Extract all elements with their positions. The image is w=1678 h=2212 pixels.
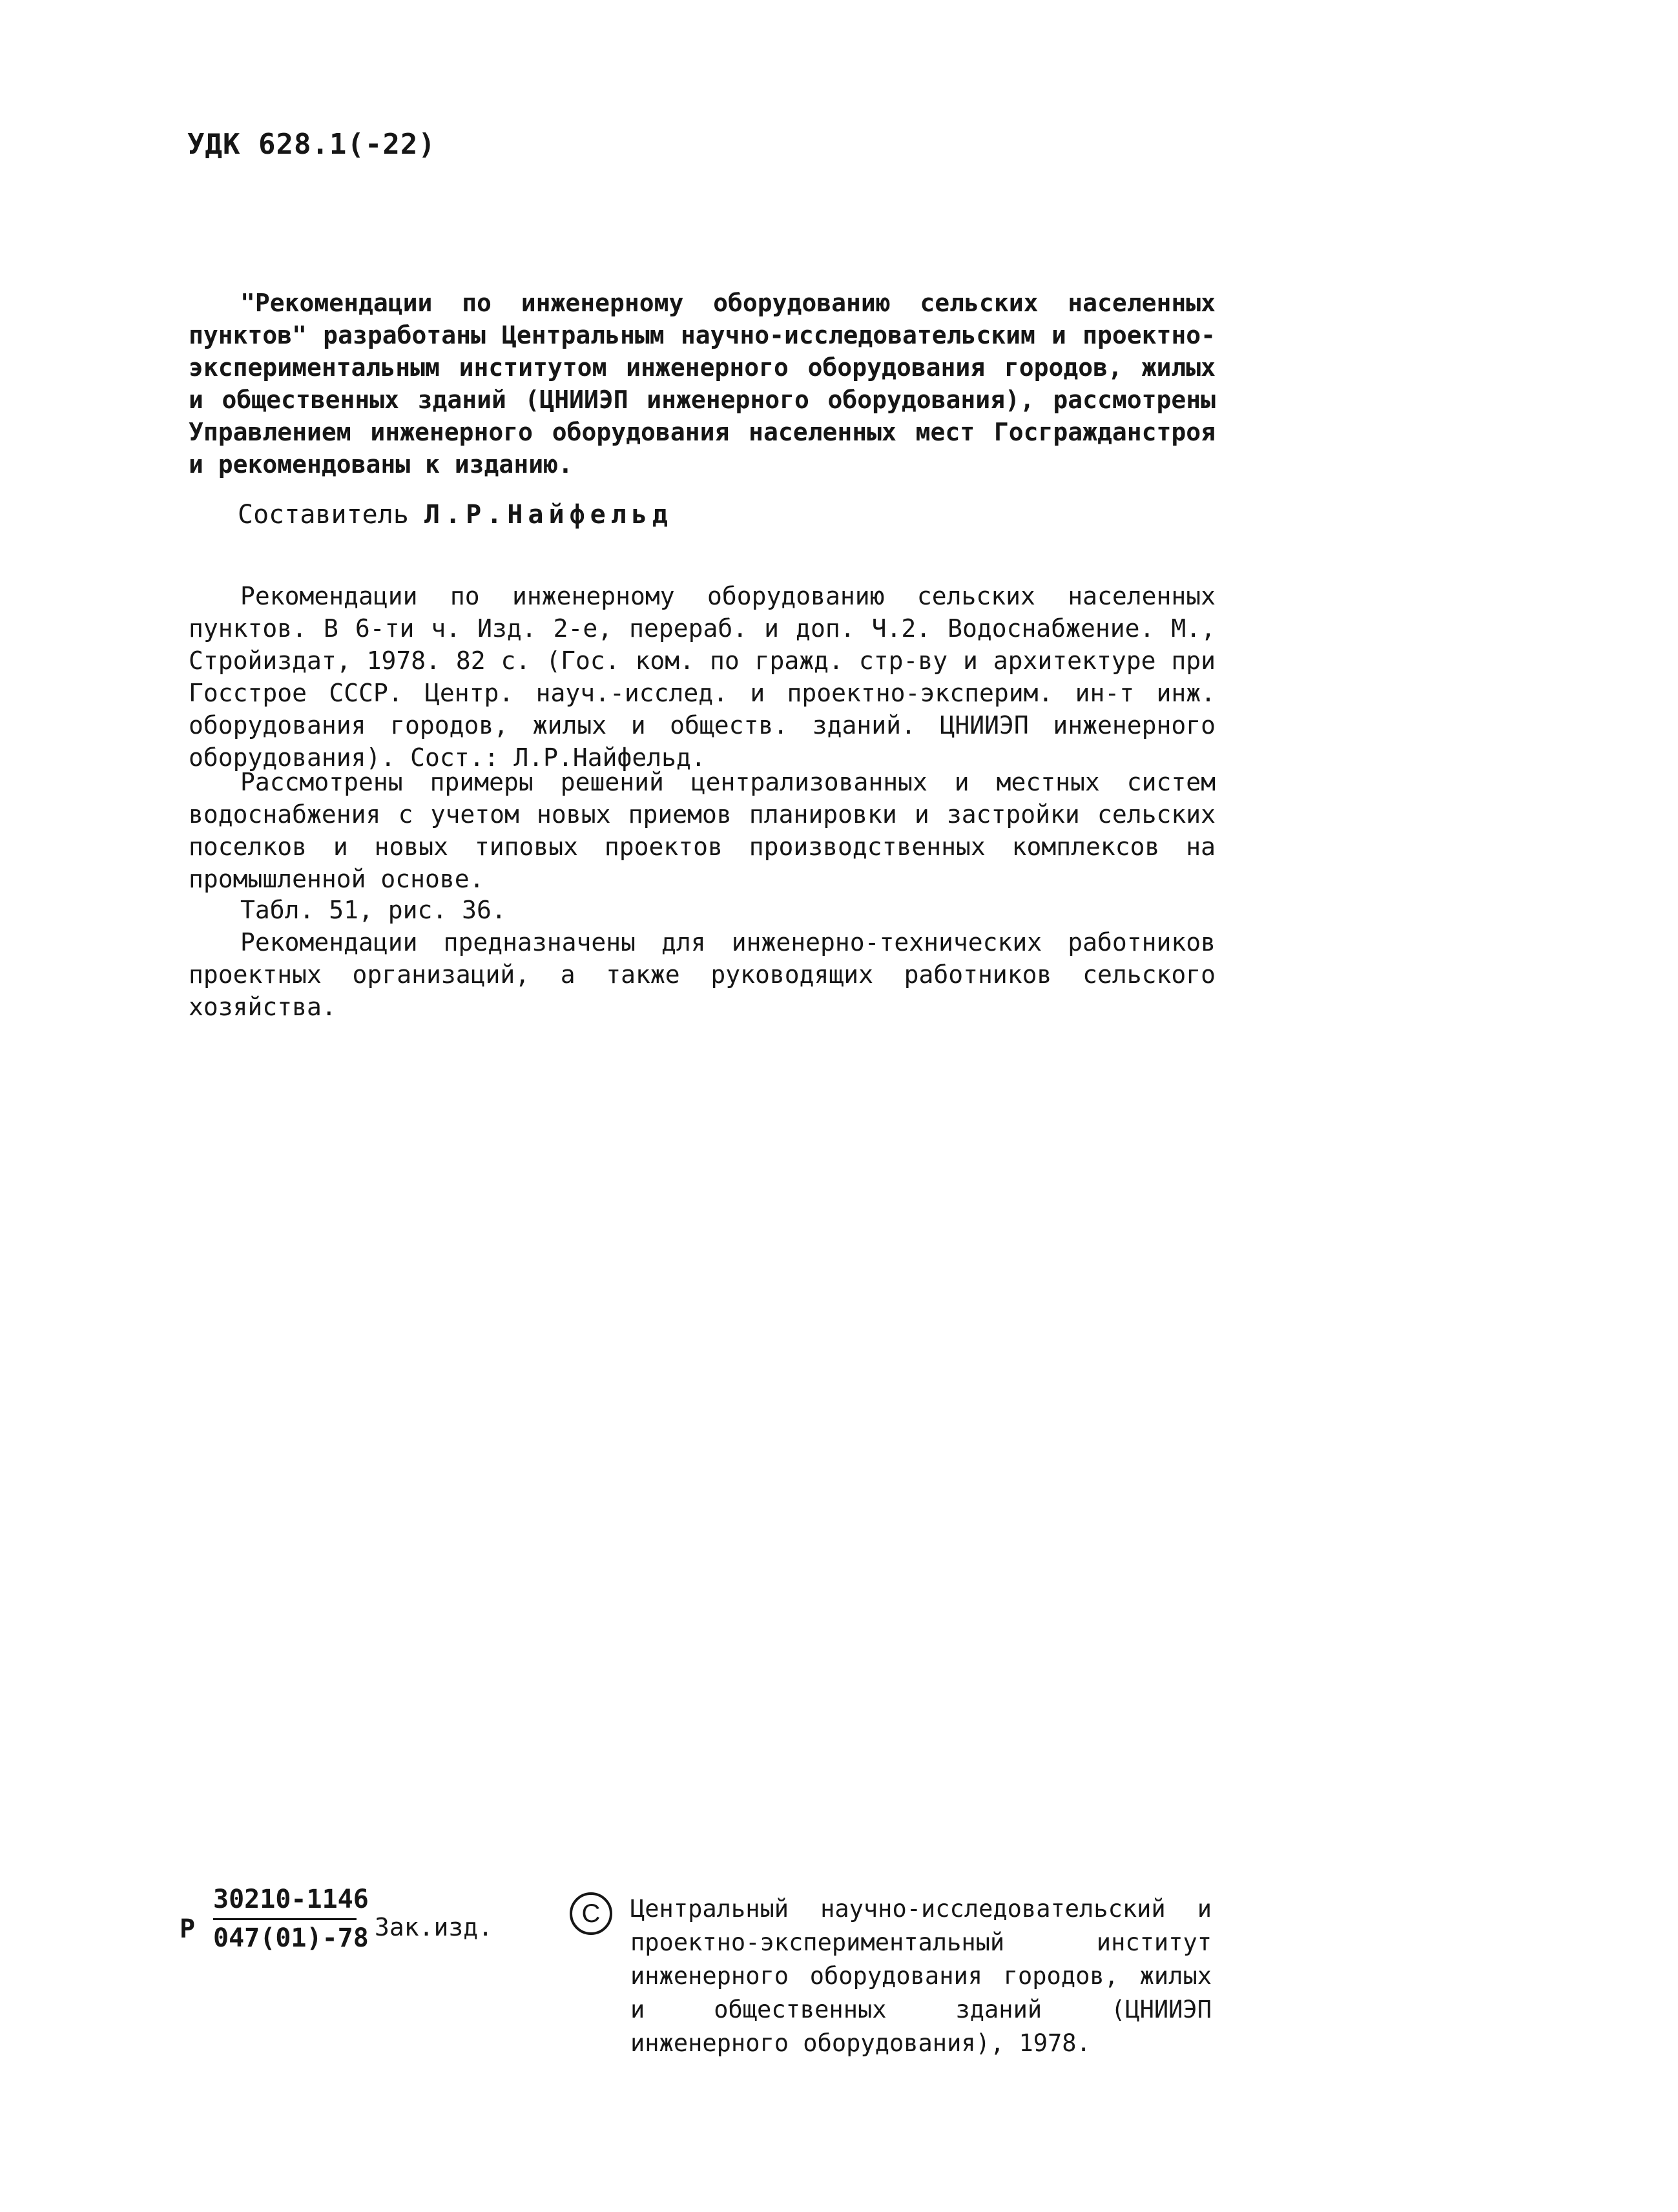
abstract-summary: Рассмотрены примеры решений централизованных и местных систем водоснабжения с учетом новых приемов планировки и застройки сельских поселков и новых типовых проектов производственных комплексов на промышленной основе. — [189, 768, 1216, 893]
tables-figures-count: Табл. 51, рис. 36. — [240, 896, 506, 924]
code-letter: Р — [180, 1914, 196, 1944]
compiler-name: Л.Р.Найфельд — [424, 500, 673, 530]
compiler-line — [238, 500, 673, 530]
copyright-symbol: C — [581, 1899, 601, 1928]
udc-code: УДК 628.1(-22) — [187, 128, 436, 161]
code-denominator: 047(01)-78 — [213, 1923, 369, 1953]
order-label: Зак.изд. — [375, 1913, 493, 1941]
audience-paragraph: Рекомендации предназначены для инженерно-технических работников проектных организаций, а также руководящих работников сельского хозяйства. — [189, 928, 1216, 1021]
publication-index-code — [180, 1885, 515, 1981]
intro-paragraph: "Рекомендации по инженерному оборудованию сельских населенных пунктов" разработаны Центральным научно-исследовательским и проектно-экспериментальным институтом инженерного оборудования городов, жилых и общественных зданий (ЦНИИЭП инженерного оборудования), рассмотрены Управлением инженерного оборудования населенных мест Госгражданстроя и рекомендованы к изданию. — [189, 289, 1216, 479]
code-numerator: 30210-1146 — [213, 1885, 369, 1914]
copyright-notice: Центральный научно-исследовательский и проектно-экспериментальный институт инженерного оборудования городов, жилых и общественных зданий (ЦНИИЭП инженерного оборудования), 1978. — [630, 1895, 1212, 2057]
copyright-icon — [568, 1891, 614, 1936]
fraction-line — [213, 1918, 357, 1920]
bibliographic-description: Рекомендации по инженерному оборудованию сельских населенных пунктов. В 6-ти ч. Изд. 2-е, перераб. и доп. Ч.2. Водоснабжение. М., Стройиздат, 1978. 82 с. (Гос. ком. по гражд. стр-ву и архитектуре при Госстрое СССР. Центр. науч.-исслед. и проектно-эксперим. ин-т инж. оборудования городов, жилых и обществ. зданий. ЦНИИЭП инженерного оборудования). Сост.: Л.Р.Найфельд. — [189, 582, 1216, 772]
compiler-label: Составитель — [238, 500, 409, 530]
